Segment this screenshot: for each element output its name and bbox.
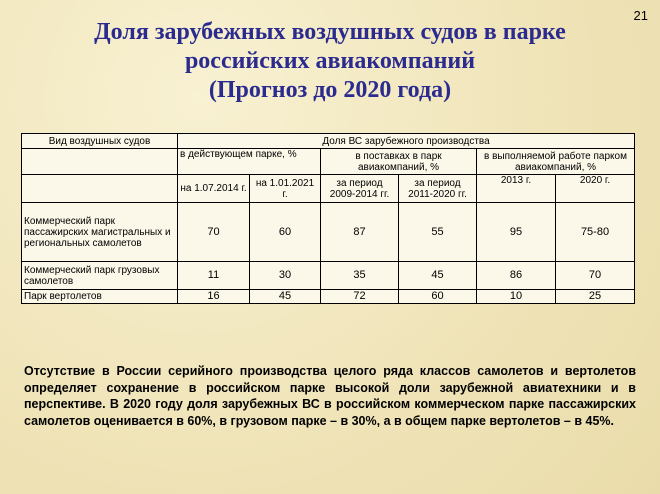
header-sub-cell: 2020 г. bbox=[556, 175, 635, 203]
table-cell: 75-80 bbox=[556, 203, 635, 262]
header-group-fleet: в действующем парке, % bbox=[178, 149, 321, 175]
summary-paragraph: Отсутствие в России серийного производства целого ряда классов самолетов и вертолетов определяет сохранение в российском парке высокой доли зарубежной авиатехники и в перспективе. В 2020 году доля зарубежных ВС в российском коммерческом парке пассажирских самолетов оценивается в 60%, в грузовом парке – в 30%, а в общем парке вертолетов – в 45%. bbox=[24, 364, 636, 428]
table-cell: 55 bbox=[399, 203, 477, 262]
table-cell: 45 bbox=[250, 290, 321, 304]
header-empty-cell bbox=[22, 149, 178, 175]
table-cell: 11 bbox=[178, 262, 250, 290]
row-label: Коммерческий парк грузовых самолетов bbox=[22, 262, 178, 290]
table-cell: 35 bbox=[321, 262, 399, 290]
header-foreign-share: Доля ВС зарубежного производства bbox=[178, 134, 635, 149]
table-cell: 95 bbox=[477, 203, 556, 262]
row-label: Парк вертолетов bbox=[22, 290, 178, 304]
header-aircraft-type: Вид воздушных судов bbox=[22, 134, 178, 149]
title-line-2: российских авиакомпаний bbox=[184, 48, 476, 74]
table-cell: 86 bbox=[477, 262, 556, 290]
header-sub-cell: на 1.01.2021 г. bbox=[250, 175, 321, 203]
table-cell: 45 bbox=[399, 262, 477, 290]
table-cell: 60 bbox=[399, 290, 477, 304]
table-cell: 70 bbox=[178, 203, 250, 262]
header-sub-cell: на 1.07.2014 г. bbox=[178, 175, 250, 203]
header-group-work: в выполняемой работе парком авиакомпаний, % bbox=[477, 149, 635, 175]
table-cell: 87 bbox=[321, 203, 399, 262]
row-label: Коммерческий парк пассажирских магистральных и региональных самолетов bbox=[22, 203, 178, 262]
table-cell: 60 bbox=[250, 203, 321, 262]
table-cell: 25 bbox=[556, 290, 635, 304]
header-sub-cell: за период 2011-2020 гг. bbox=[399, 175, 477, 203]
table-cell: 10 bbox=[477, 290, 556, 304]
title-line-1: Доля зарубежных воздушных судов в парке bbox=[94, 19, 566, 45]
header-group-deliveries: в поставках в парк авиакомпаний, % bbox=[321, 149, 477, 175]
table-cell: 72 bbox=[321, 290, 399, 304]
header-sub-cell: за период 2009-2014 гг. bbox=[321, 175, 399, 203]
header-empty-cell bbox=[22, 175, 178, 203]
header-sub-cell: 2013 г. bbox=[477, 175, 556, 203]
aircraft-share-table bbox=[21, 133, 635, 304]
page-number: 21 bbox=[633, 8, 648, 23]
title-line-3: (Прогноз до 2020 года) bbox=[208, 77, 452, 103]
table-cell: 70 bbox=[556, 262, 635, 290]
page-title bbox=[0, 18, 660, 105]
table-cell: 30 bbox=[250, 262, 321, 290]
table-cell: 16 bbox=[178, 290, 250, 304]
